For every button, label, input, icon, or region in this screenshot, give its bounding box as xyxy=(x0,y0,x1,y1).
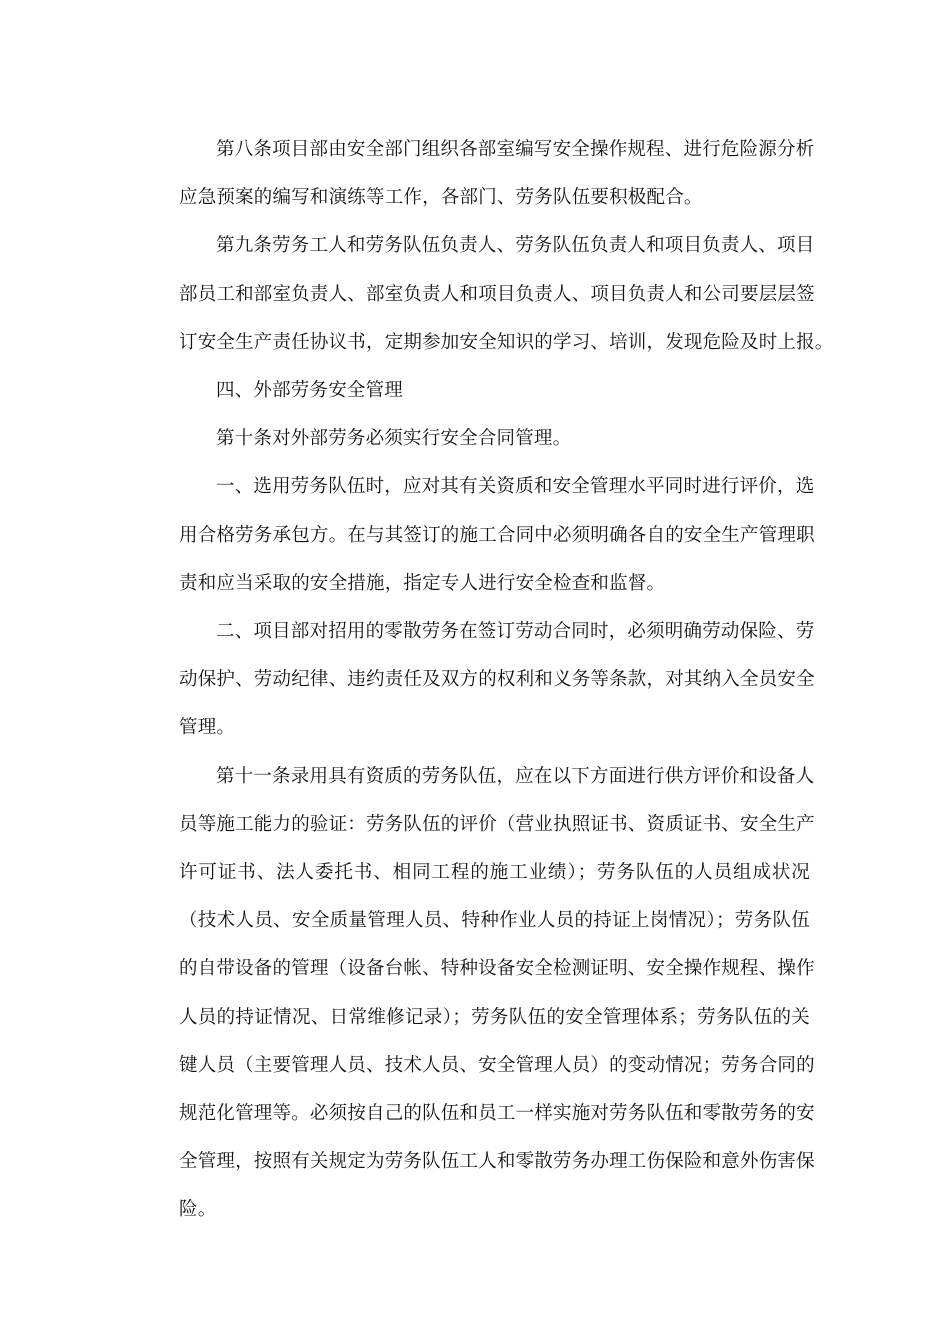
paragraph-item-1 xyxy=(142,463,815,608)
text-line: 第十一条录用具有资质的劳务队伍，应在以下方面进行供方评价和设备人 xyxy=(216,765,815,787)
text-line: 部员工和部室负责人、部室负责人和项目负责人、项目负责人和公司要层层签 xyxy=(179,283,815,305)
text-line: 人员的持证情况、日常维修记录）；劳务队伍的安全管理体系；劳务队伍的关 xyxy=(179,1006,810,1028)
document-page xyxy=(142,126,834,1235)
section-heading: 四、外部劳务安全管理 xyxy=(216,380,404,402)
text-line: 责和应当采取的安全措施，指定专人进行安全检查和监督。 xyxy=(179,572,666,594)
text-line: 员等施工能力的验证：劳务队伍的评价（营业执照证书、资质证书、安全生产 xyxy=(179,813,815,835)
section-heading-external-labor xyxy=(142,367,810,415)
text-line: 第八条项目部由安全部门组织各部室编写安全操作规程、进行危险源分析 xyxy=(216,139,815,160)
text-line: 第九条劳务工人和劳务队伍负责人、劳务队伍负责人和项目负责人、项目 xyxy=(216,235,815,257)
text-line: 二、项目部对招用的零散劳务在签订劳动合同时，必须明确劳动保险、劳 xyxy=(216,621,815,643)
text-line: 的自带设备的管理（设备台帐、特种设备安全检测证明、安全操作规程、操作 xyxy=(179,958,815,980)
paragraph-article-10 xyxy=(142,415,810,463)
text-line: 险。 xyxy=(179,1199,217,1221)
text-line: 动保护、劳动纪律、违约责任及双方的权利和义务等条款，对其纳入全员安全 xyxy=(179,669,815,691)
paragraph-article-8 xyxy=(142,126,815,222)
text-line: 第十条对外部劳务必须实行安全合同管理。 xyxy=(216,428,572,450)
text-line: 全管理，按照有关规定为劳务队伍工人和零散劳务办理工伤保险和意外伤害保 xyxy=(179,1151,815,1173)
paragraph-article-11 xyxy=(142,753,815,1235)
text-line: 一、选用劳务队伍时，应对其有关资质和安全管理水平同时进行评价，选 xyxy=(216,476,815,498)
paragraph-article-9 xyxy=(142,222,834,367)
paragraph-item-2 xyxy=(142,608,815,753)
text-line: 用合格劳务承包方。在与其签订的施工合同中必须明确各自的安全生产管理职 xyxy=(179,524,815,546)
text-line: 键人员（主要管理人员、技术人员、安全管理人员）的变动情况；劳务合同的 xyxy=(179,1054,815,1076)
text-line: （技术人员、安全质量管理人员、特种作业人员的持证上岗情况）；劳务队伍 xyxy=(179,910,810,932)
text-line: 管理。 xyxy=(179,717,236,739)
text-line: 规范化管理等。必须按自己的队伍和员工一样实施对劳务队伍和零散劳务的安 xyxy=(179,1103,815,1125)
text-line: 许可证书、法人委托书、相同工程的施工业绩）；劳务队伍的人员组成状况 xyxy=(179,862,810,884)
text-line: 订安全生产责任协议书，定期参加安全知识的学习、培训，发现危险及时上报。 xyxy=(179,331,834,353)
text-line: 应急预案的编写和演练等工作，各部门、劳务队伍要积极配合。 xyxy=(179,187,703,209)
